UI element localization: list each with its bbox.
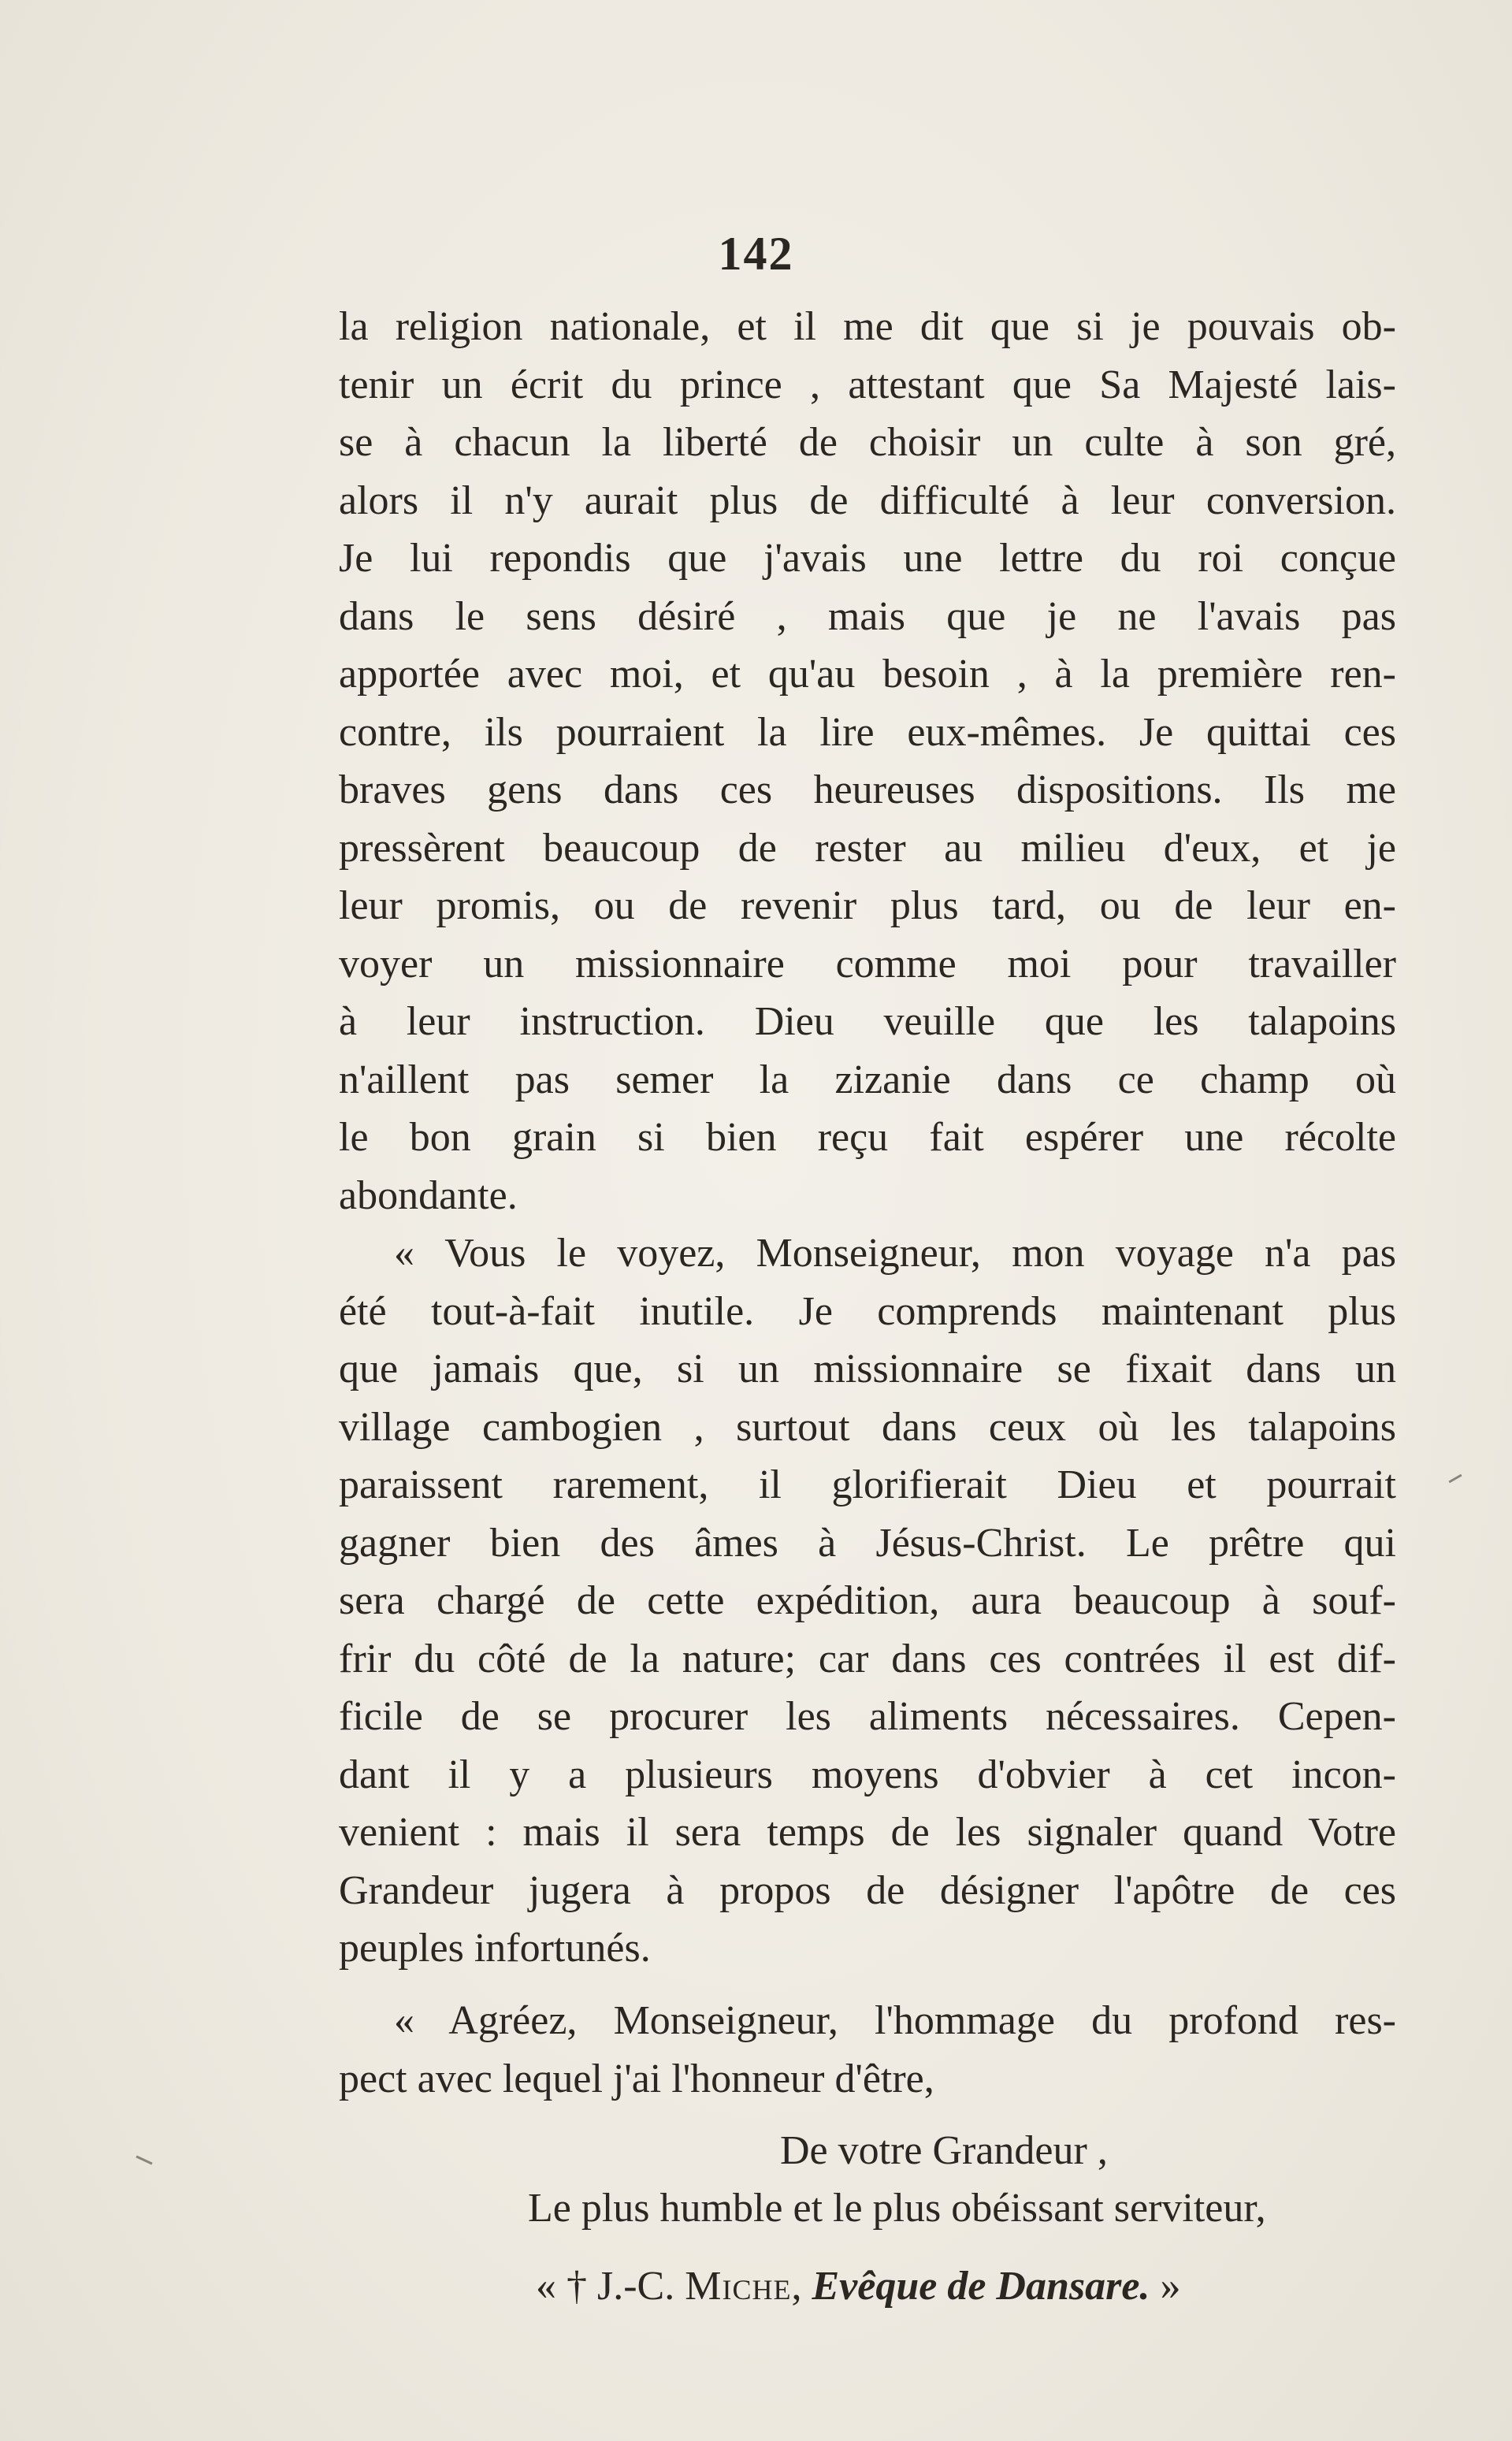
- text-line: été tout-à-fait inutile. Je comprends maintenant plus: [339, 1288, 1396, 1334]
- paragraph-3: [339, 1992, 1396, 2108]
- text-line: « Vous le voyez, Monseigneur, mon voyage n'a pas: [394, 1231, 1396, 1276]
- text-line: n'aillent pas semer la zizanie dans ce champ où: [339, 1057, 1396, 1102]
- text-line: que jamais que, si un missionnaire se fixait dans un: [339, 1347, 1396, 1391]
- text-line: peuples infortunés.: [339, 1926, 651, 1971]
- signature-title: Evêque de Dansare.: [812, 2264, 1150, 2309]
- page-number: 142: [718, 228, 794, 280]
- signature-initials: « † J.-C.: [536, 2264, 675, 2309]
- text-line: à leur instruction. Dieu veuille que les talapoins: [339, 999, 1396, 1044]
- signature: [536, 2257, 1180, 2316]
- signature-separator: ,: [791, 2264, 802, 2309]
- text-line: le bon grain si bien reçu fait espérer une récolte: [339, 1115, 1396, 1160]
- text-line: voyer un missionnaire comme moi pour travailler: [339, 941, 1396, 986]
- text-line: ficile de se procurer les aliments nécessaires. Cepen-: [339, 1694, 1396, 1739]
- margin-mark: [136, 2155, 152, 2164]
- text-line: « Agréez, Monseigneur, l'hommage du profond res-: [394, 1998, 1396, 2043]
- text-line: se à chacun la liberté de choisir un culte à son gré,: [339, 420, 1396, 465]
- text-line: sera chargé de cette expédition, aura beaucoup à souf-: [339, 1578, 1396, 1623]
- text-line: pect avec lequel j'ai l'honneur d'être,: [339, 2056, 934, 2101]
- text-line: frir du côté de la nature; car dans ces contrées il est dif-: [339, 1636, 1396, 1681]
- text-line: Je lui repondis que j'avais une lettre du roi conçue: [339, 536, 1396, 581]
- text-line: braves gens dans ces heureuses dispositions. Ils me: [339, 767, 1396, 812]
- signature-close-quote: »: [1160, 2264, 1181, 2309]
- text-line: gagner bien des âmes à Jésus-Christ. Le prêtre qui: [339, 1520, 1396, 1566]
- text-line: tenir un écrit du prince , attestant que Sa Majesté lais-: [339, 362, 1396, 407]
- text-line: dans le sens désiré , mais que je ne l'avais pas: [339, 593, 1396, 639]
- paragraph-1: [339, 298, 1396, 1224]
- text-line: apportée avec moi, et qu'au besoin , à la première ren-: [339, 652, 1396, 697]
- text-line: dant il y a plusieurs moyens d'obvier à cet incon-: [339, 1752, 1396, 1797]
- text-line: alors il n'y aurait plus de difficulté à leur conversion.: [339, 477, 1396, 523]
- closing-servant: Le plus humble et le plus obéissant serviteur,: [528, 2186, 1266, 2231]
- signature-name: Miche: [685, 2264, 792, 2309]
- paragraph-2: [339, 1224, 1396, 1978]
- closing-salutation: De votre Grandeur ,: [780, 2128, 1108, 2173]
- text-line: paraissent rarement, il glorifierait Dieu et pourrait: [339, 1462, 1396, 1507]
- margin-mark: [1448, 1474, 1462, 1484]
- text-line: abondante.: [339, 1172, 518, 1218]
- text-line: la religion nationale, et il me dit que si je pouvais ob-: [339, 304, 1396, 349]
- text-line: contre, ils pourraient la lire eux-mêmes. Je quittai ces: [339, 709, 1396, 755]
- text-line: leur promis, ou de revenir plus tard, ou de leur en-: [339, 883, 1396, 928]
- text-line: pressèrent beaucoup de rester au milieu d'eux, et je: [339, 825, 1396, 871]
- text-line: village cambogien , surtout dans ceux où les talapoins: [339, 1404, 1396, 1450]
- text-line: Grandeur jugera à propos de désigner l'apôtre de ces: [339, 1867, 1396, 1913]
- text-line: venient : mais il sera temps de les signaler quand Votre: [339, 1810, 1396, 1855]
